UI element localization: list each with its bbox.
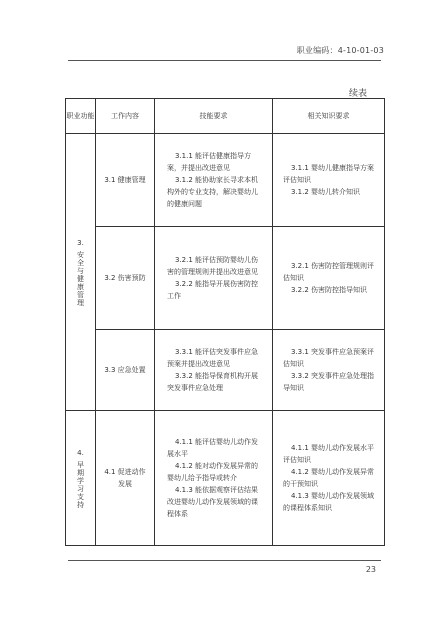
work-content-cell: 3.3 应急处置 xyxy=(96,330,155,411)
function-cell-4 xyxy=(66,411,96,546)
work-content-cell: 3.2 伤害预防 xyxy=(96,227,155,330)
footer-rule xyxy=(68,560,381,561)
skill-cell xyxy=(155,330,273,411)
knowledge-item: 3.1.2 婴幼儿转介知识 xyxy=(291,188,361,196)
function-label: 早期学习支持 xyxy=(76,461,85,509)
function-cell-3 xyxy=(66,134,96,411)
skill-item: 3.1.2 能协助家长寻求本机构外的专业支持，解决婴幼儿的健康问题 xyxy=(167,176,259,208)
skills-table xyxy=(65,98,385,546)
skill-cell xyxy=(155,227,273,330)
skill-item: 3.1.1 能评估健康指导方案，并提出改进意见 xyxy=(167,152,252,172)
knowledge-cell xyxy=(273,411,385,546)
knowledge-cell xyxy=(273,330,385,411)
knowledge-item: 3.2.2 伤害防控指导知识 xyxy=(291,286,368,294)
skill-item: 3.2.2 能指导开展伤害防控工作 xyxy=(167,280,259,300)
skill-item: 3.3.1 能评估突发事件应急预案并提出改进意见 xyxy=(167,348,259,368)
header-skills: 技能要求 xyxy=(155,99,273,134)
skill-item: 4.1.1 能评估婴幼儿动作发展水平 xyxy=(167,438,259,458)
knowledge-item: 3.2.1 伤害防控管理规则评估知识 xyxy=(283,262,375,282)
function-label: 安全与健康管理 xyxy=(76,251,85,307)
skill-item: 3.2.1 能评估预防婴幼儿伤害的管理规则并提出改进意见 xyxy=(167,256,259,276)
header-knowledge: 相关知识要求 xyxy=(273,99,385,134)
table-row xyxy=(66,227,385,330)
table-row xyxy=(66,134,385,227)
knowledge-item: 4.1.1 婴幼儿动作发展水平评估知识 xyxy=(283,444,375,464)
header-content: 工作内容 xyxy=(96,99,155,134)
header-rule xyxy=(68,60,381,61)
occupation-code: 职业编码：4-10-01-03 xyxy=(296,46,384,55)
knowledge-item: 4.1.2 婴幼儿动作发展异常的干预知识 xyxy=(283,468,375,488)
table-row xyxy=(66,411,385,546)
header-function: 职业功能 xyxy=(66,99,96,134)
knowledge-cell xyxy=(273,134,385,227)
skill-cell xyxy=(155,134,273,227)
continued-label: 续表 xyxy=(349,89,368,99)
knowledge-cell xyxy=(273,227,385,330)
function-number: 4. xyxy=(77,449,84,457)
skill-item: 3.3.2 能指导保育机构开展突发事件应急处理 xyxy=(167,372,259,392)
skill-item: 4.1.3 能依据观察评估结果改进婴幼儿动作发展领域的课程体系 xyxy=(167,486,259,518)
table-header-row xyxy=(66,99,385,134)
knowledge-item: 3.3.2 突发事件应急处理指导知识 xyxy=(283,372,375,392)
skill-item: 4.1.2 能对动作发展异常的婴幼儿给予指导或转介 xyxy=(167,462,259,482)
table-row xyxy=(66,330,385,411)
skill-cell xyxy=(155,411,273,546)
knowledge-item: 3.3.1 突发事件应急预案评估知识 xyxy=(283,348,375,368)
work-content-cell: 4.1 促进动作发展 xyxy=(96,411,155,546)
knowledge-item: 3.1.1 婴幼儿健康指导方案评估知识 xyxy=(283,164,375,184)
work-content-cell: 3.1 健康管理 xyxy=(96,134,155,227)
function-number: 3. xyxy=(77,239,84,247)
knowledge-item: 4.1.3 婴幼儿动作发展领域的课程体系知识 xyxy=(283,492,375,512)
page-number: 23 xyxy=(365,565,376,574)
